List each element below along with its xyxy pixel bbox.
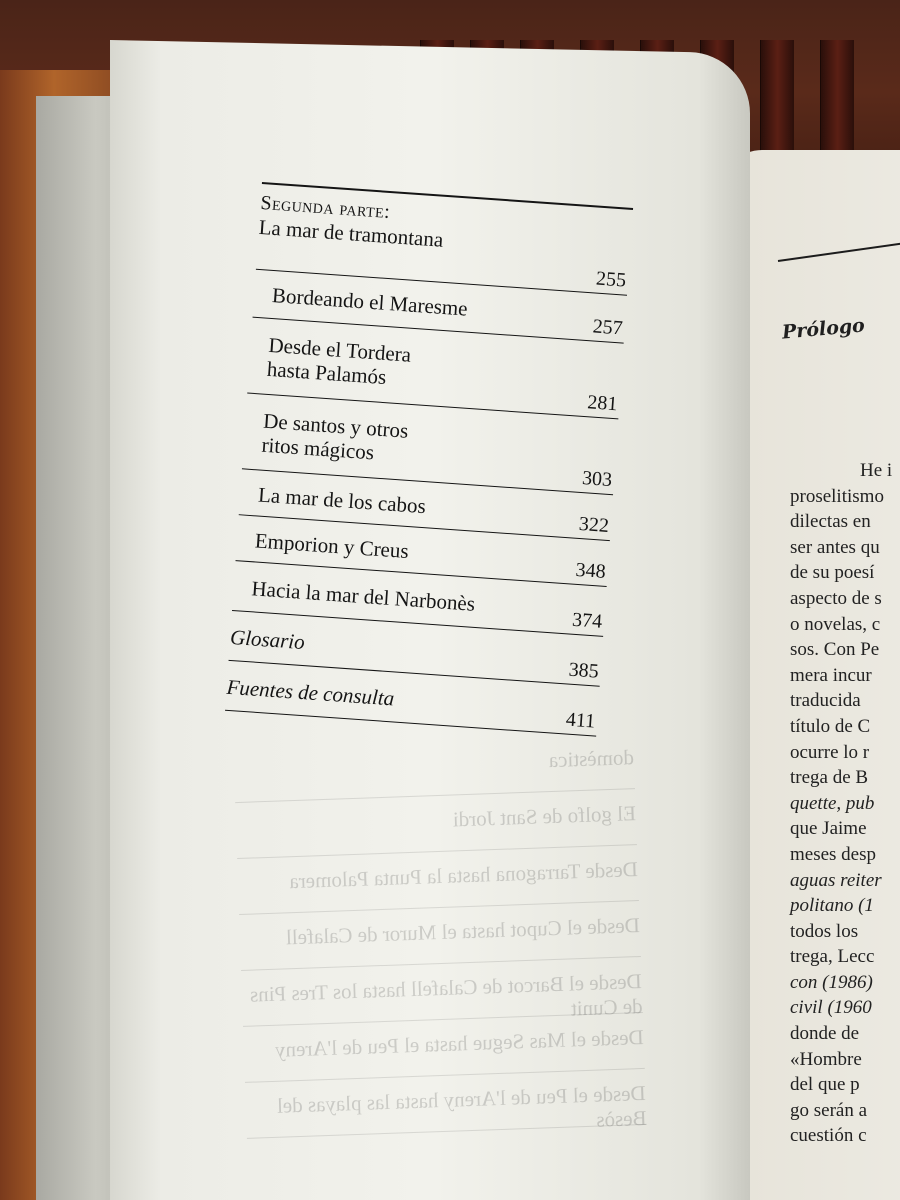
text-line: traducida xyxy=(790,690,861,712)
toc-entry-title: Hacia la mar del Narbonès xyxy=(250,576,476,616)
text-line: quette, pub xyxy=(790,792,875,814)
toc-page-number: 303 xyxy=(581,467,613,492)
table-of-contents xyxy=(225,182,633,737)
text-line: «Hombre xyxy=(790,1048,862,1070)
text-line: cuestión c xyxy=(790,1125,867,1147)
ghost-line: domèstica xyxy=(233,733,635,803)
toc-page-number: 255 xyxy=(595,267,627,292)
show-through-text xyxy=(233,733,646,1139)
text-line: que Jaime xyxy=(790,818,867,840)
toc-entry-title: Desde el Tordera hasta Palamós xyxy=(266,332,412,390)
text-line: donde de xyxy=(790,1023,860,1045)
text-line: aguas reiter xyxy=(790,869,882,891)
right-page-heading: Prólogo xyxy=(781,314,866,344)
text-line: sos. Con Pe xyxy=(790,639,880,661)
part-title: La mar de tramontana xyxy=(258,214,445,252)
text-line: del que p xyxy=(790,1074,860,1096)
toc-page-number: 385 xyxy=(567,658,600,683)
right-page-text xyxy=(790,458,900,1149)
toc-page-number: 322 xyxy=(578,512,610,538)
toc-page-number: 348 xyxy=(574,558,607,583)
toc-entry-title: Glosario xyxy=(229,624,306,655)
toc-page-number: 374 xyxy=(571,608,603,633)
text-line: trega, Lecc xyxy=(790,946,875,968)
text-line: trega de B xyxy=(790,767,869,789)
text-line: mera incur xyxy=(790,664,872,686)
toc-page-number: 257 xyxy=(591,315,624,340)
text-line: meses desp xyxy=(790,843,877,865)
text-line: de su poesí xyxy=(790,562,875,584)
ghost-line: Desde el Mas Segue hasta el Peu de l'Areny xyxy=(243,1013,645,1083)
toc-entry-title: La mar de los cabos xyxy=(257,482,427,519)
ghost-line: Desde el Cupot hasta el Muror de Calafell xyxy=(239,901,641,971)
text-line: todos los xyxy=(790,920,859,942)
toc-entry-title: Emporion y Creus xyxy=(254,528,410,564)
text-line: ser antes qu xyxy=(790,536,880,558)
text-line: politano (1 xyxy=(790,895,874,917)
part-label: Segunda parte: xyxy=(259,191,391,223)
toc-entry-title: Bordeando el Maresme xyxy=(271,283,469,321)
ghost-line: Desde el Peu de l'Areny hasta las playas del Besòs xyxy=(245,1069,647,1139)
text-line: proselitismo xyxy=(790,485,884,507)
toc-page-number: 281 xyxy=(586,391,619,416)
ghost-line: Desde el Barcot de Calafell hasta los Tres Pins de Cunit xyxy=(241,957,643,1027)
text-line: go serán a xyxy=(790,1099,868,1121)
toc-entry-title: Fuentes de consulta xyxy=(225,674,396,711)
toc-page-number: 411 xyxy=(565,708,596,733)
text-line: civil (1960 xyxy=(790,997,872,1019)
text-line: ocurre lo r xyxy=(790,741,870,763)
text-line: con (1986) xyxy=(790,971,873,993)
ghost-line: El golfo de Sant Jordi xyxy=(235,789,637,859)
toc-entry-title: De santos y otros ritos mágicos xyxy=(260,408,410,465)
ghost-line: Desde Tarragona hasta la Punta Palomera xyxy=(237,845,639,915)
text-line: título de C xyxy=(790,715,871,737)
text-line: dilectas en xyxy=(790,511,871,533)
text-line: aspecto de s xyxy=(790,587,882,609)
text-line: o novelas, c xyxy=(790,613,881,635)
text-line: He i xyxy=(860,460,893,481)
